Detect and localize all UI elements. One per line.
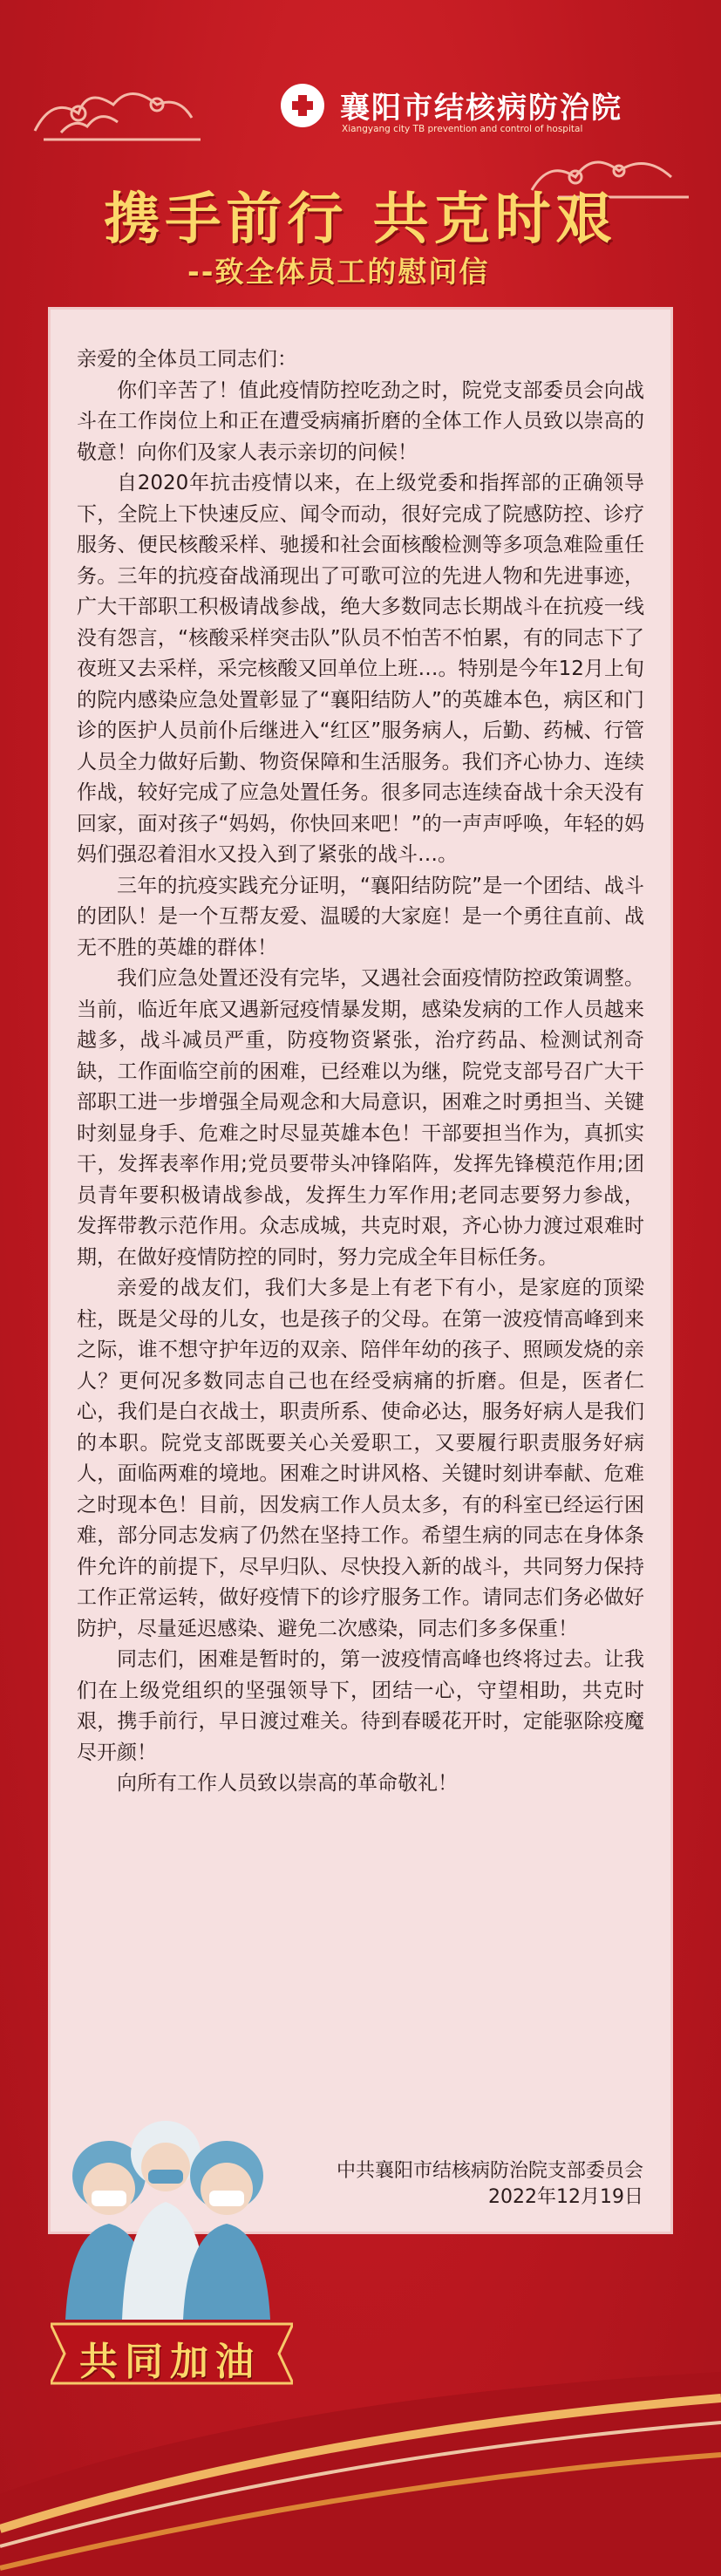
page-title: 携手前行 共克时艰: [104, 187, 617, 252]
cloud-left-icon: [26, 78, 209, 148]
page-subtitle: --致全体员工的慰问信: [187, 255, 490, 289]
signature-date: 2022年12月19日: [488, 2186, 643, 2208]
medical-workers-illustration-icon: [48, 2093, 283, 2320]
letter-paragraph: 亲爱的战友们，我们大多是上有老下有小，是家庭的顶梁柱，既是父母的儿女，也是孩子的父母。在第一波疫情高峰到来之际，谁不想守护年迈的双亲、陪伴年幼的孩子、照顾发烧的亲人？更何况多数同志自己也在经受病痛的折磨。但是，医者仁心，我们是白衣战士，职责所系、使命必达，服务好病人是我们的本职。院党支部既要关心关爱职工，又要履行职责服务好病人，面临两难的境地。困难之时讲风格、关键时刻讲奉献、危难之时现本色！目前，因发病工作人员太多，有的科室已经运行困难，部分同志发病了仍然在坚持工作。希望生病的同志在身体条件允许的前提下，尽早归队、尽快投入新的战斗，共同努力保持工作正常运转，做好疫情下的诊疗服务工作。请同志们务必做好防护，尽量延迟感染、避免二次感染，同志们多多保重！: [77, 1277, 644, 1640]
letter-paragraph: 我们应急处置还没有完毕，又遇社会面疫情防控政策调整。当前，临近年底又遇新冠疫情暴发期，感染发病的工作人员越来越多，战斗减员严重，防疫物资紧张，治疗药品、检测试剂奇缺，工作面临空前的困难，已经难以为继，院党支部号召广大干部职工进一步增强全局观念和大局意识，困难之时勇担当、关键时刻显身手、危难之时尽显英雄本色！干部要担当作为，真抓实干，发挥表率作用;党员要带头冲锋陷阵，发挥先锋模范作用;团员青年要积极请战参战，发挥生力军作用;老同志要努力参战，发挥带教示范作用。众志成城，共克时艰，齐心协力渡过艰难时期，在做好疫情防控的同时，努力完成全年目标任务。: [77, 967, 644, 1269]
letter-closing: 向所有工作人员致以崇高的革命敬礼！: [117, 1772, 458, 1795]
letter-paragraph: 自2020年抗击疫情以来，在上级党委和指挥部的正确领导下，全院上下快速反应、闻令而动，很好完成了院感防控、诊疗服务、便民核酸采样、驰援和社会面核酸检测等多项急难险重任务。三年的抗疫奋战涌现出了可歌可泣的先进人物和先进事迹，广大干部职工积极请战参战，绝大多数同志长期战斗在抗疫一线没有怨言，“核酸采样突击队”队员不怕苦不怕累，有的同志下了夜班又去采样，采完核酸又回单位上班…。特别是今年12月上旬的院内感染应急处置彰显了“襄阳结防人”的英雄本色，病区和门诊的医护人员前仆后继进入“红区”服务病人，后勤、药械、行管人员全力做好后勤、物资保障和生活服务。我们齐心协力、连续作战，较好完成了应急处置任务。很多同志连续奋战十余天没有回家，面对孩子“妈妈，你快回来吧！”的一声声呼唤，年轻的妈妈们强忍着泪水又投入到了紧张的战斗…。: [77, 472, 644, 866]
letter-paragraph: 同志们，困难是暂时的，第一波疫情高峰也终将过去。让我们在上级党组织的坚强领导下，团结一心，守望相助，共克时艰，携手前行，早日渡过难关。待到春暖花开时，定能驱除疫魔尽开颜！: [77, 1648, 644, 1764]
hospital-name-en: Xiangyang city TB prevention and control of hospital: [342, 124, 583, 134]
letter-salutation: 亲爱的全体员工同志们：: [77, 348, 297, 371]
banner-text: 共同加油: [79, 2340, 261, 2384]
signature-org: 中共襄阳市结核病防治院支部委员会: [336, 2160, 643, 2182]
logo-cross-icon: [298, 95, 307, 116]
letter-paragraph: 你们辛苦了！值此疫情防控吃劲之时，院党支部委员会向战斗在工作岗位上和正在遭受病痛折磨的全体工作人员致以崇高的敬意！向你们及家人表示亲切的问候！: [77, 378, 644, 464]
hospital-name: 襄阳市结核病防治院: [340, 91, 622, 126]
letter-body: [77, 344, 644, 1800]
signature: [262, 2158, 643, 2211]
letter-paragraph: 三年的抗疫实践充分证明，“襄阳结防院”是一个团结、战斗的团队！是一个互帮友爱、温暖的大家庭！是一个勇往直前、战无不胜的英雄的群体！: [77, 874, 644, 959]
